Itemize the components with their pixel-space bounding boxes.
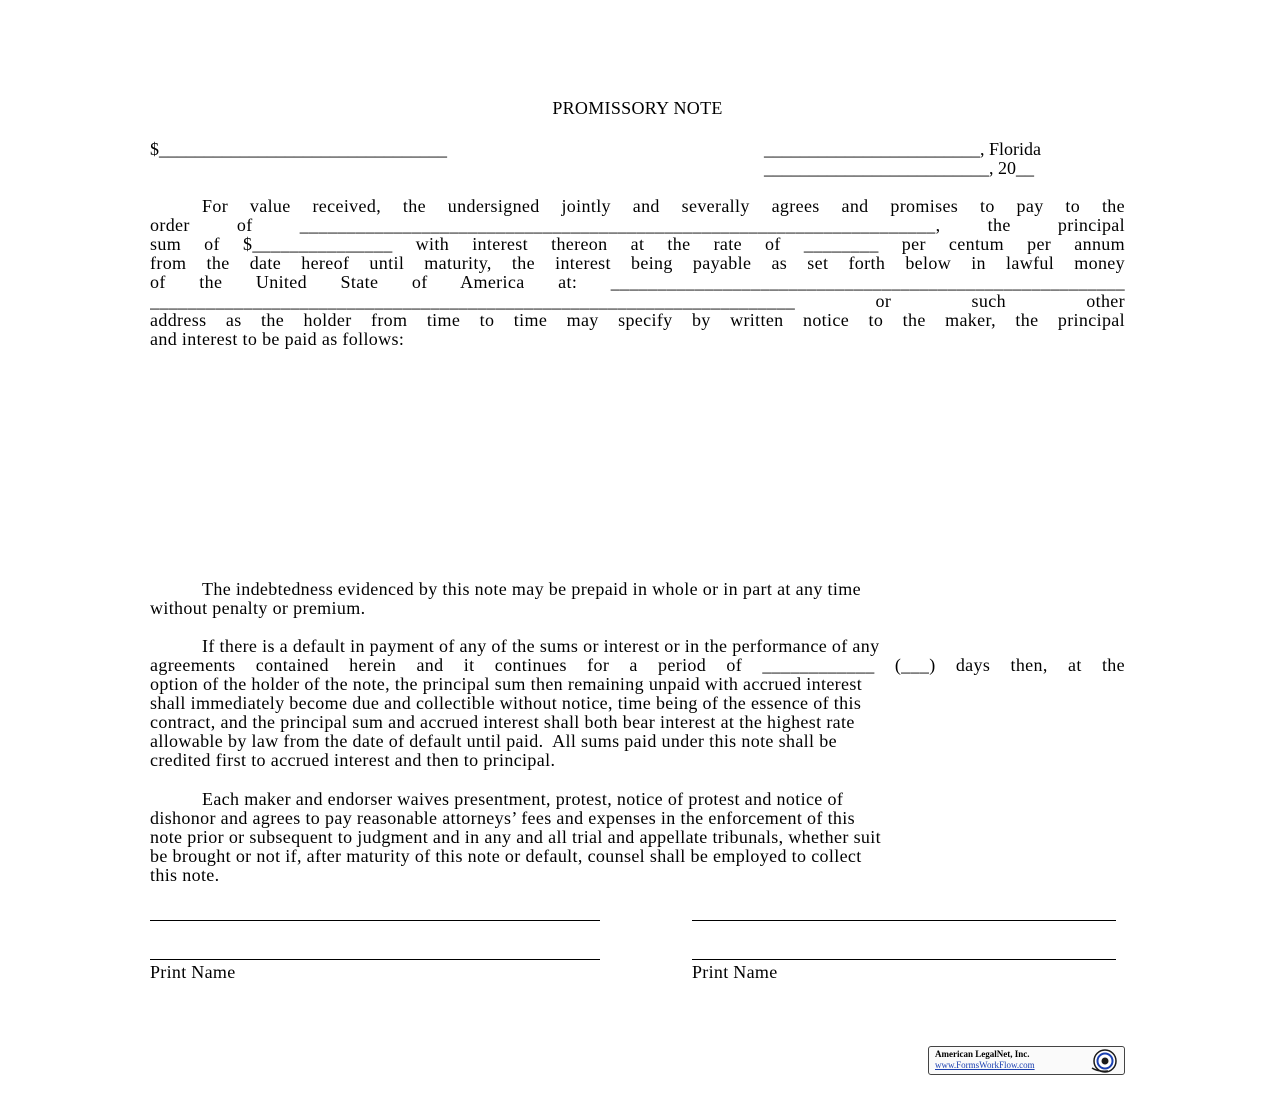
paragraph-line: and interest to be paid as follows: xyxy=(150,329,405,349)
paragraph-line: allowable by law from the date of default until paid. All sums paid under this note shall be xyxy=(150,731,837,751)
paragraph-line: If there is a default in payment of any of the sums or interest or in the performance of any xyxy=(202,636,880,656)
paragraph-line: The indebtedness evidenced by this note may be prepaid in whole or in part at any time xyxy=(202,579,861,599)
paragraph-line: this note. xyxy=(150,865,220,885)
print-name-label-left: Print Name xyxy=(150,962,236,982)
signature-line-left xyxy=(150,920,600,921)
paragraph-line: dishonor and agrees to pay reasonable attorneys’ fees and expenses in the enforcement of this xyxy=(150,808,855,828)
paragraph-line: option of the holder of the note, the principal sum then remaining unpaid with accrued interest xyxy=(150,674,863,694)
paragraph-line: note prior or subsequent to judgment and in any and all trial and appellate tribunals, whether suit xyxy=(150,827,881,847)
amount-field-line: $________________________________ xyxy=(150,139,447,159)
paragraph-line: order of ____________________________________________________________________, the principal xyxy=(150,216,1125,235)
paragraph-line: address as the holder from time to time may specify by written notice to the maker, the principal xyxy=(150,311,1125,330)
signature-line-right xyxy=(692,920,1116,921)
print-name-label-right: Print Name xyxy=(692,962,778,982)
document-title: PROMISSORY NOTE xyxy=(552,98,723,118)
paragraph-line: of the United State of America at: _______________________________________________________ xyxy=(150,273,1125,292)
publisher-logo[interactable] xyxy=(928,1046,1125,1075)
date-field-line: _________________________, 20__ xyxy=(764,158,1034,178)
paragraph-line: contract, and the principal sum and accrued interest shall both bear interest at the highest rate xyxy=(150,712,855,732)
print-name-line-right xyxy=(692,959,1116,960)
paragraph-line: from the date hereof until maturity, the interest being payable as set forth below in lawful money xyxy=(150,254,1125,273)
print-name-line-left xyxy=(150,959,600,960)
paragraph-line: without penalty or premium. xyxy=(150,598,366,618)
paragraph-line: shall immediately become due and collectible without notice, time being of the essence of this xyxy=(150,693,862,713)
paragraph-line: credited first to accrued interest and then to principal. xyxy=(150,750,556,770)
paragraph-line: Each maker and endorser waives presentment, protest, notice of protest and notice of xyxy=(202,789,844,809)
paragraph-line: For value received, the undersigned jointly and severally agrees and promises to pay to the xyxy=(202,197,1125,216)
paragraph-line: _____________________________________________________________________ or such other xyxy=(150,292,1125,311)
paragraph-line: be brought or not if, after maturity of this note or default, counsel shall be employed to collect xyxy=(150,846,862,866)
seal-icon xyxy=(1088,1048,1120,1074)
paragraph-line: agreements contained herein and it continues for a period of ____________ (___) days then, at the xyxy=(150,656,1125,675)
publisher-company-name: American LegalNet, Inc. xyxy=(935,1049,1030,1059)
paragraph-line: sum of $_______________ with interest thereon at the rate of ________ per centum per annum xyxy=(150,235,1125,254)
publisher-url-link[interactable]: www.FormsWorkFlow.com xyxy=(935,1060,1035,1070)
place-field-line: ________________________, Florida xyxy=(764,139,1041,159)
